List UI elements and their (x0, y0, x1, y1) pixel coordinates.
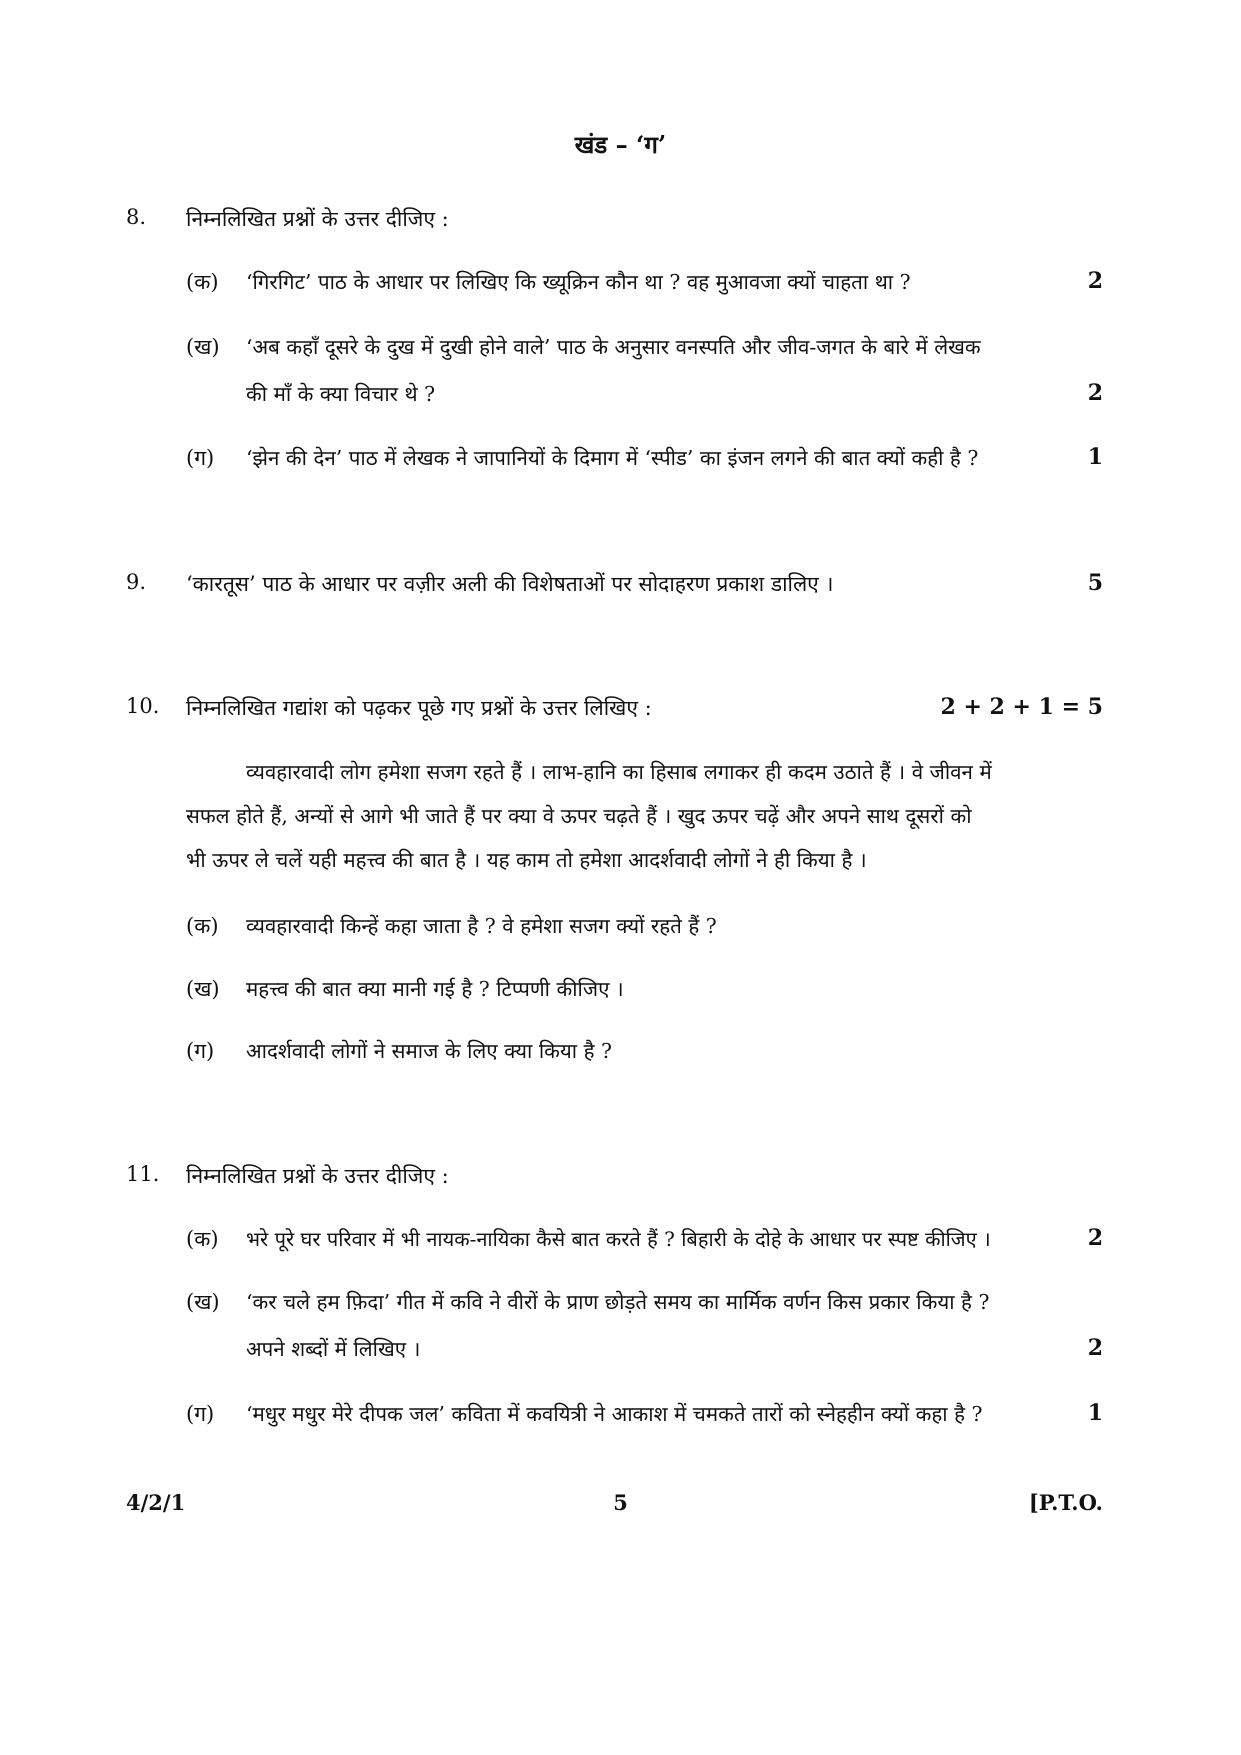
q10-marks: 2 + 2 + 1 = 5 (940, 694, 1103, 720)
q8-b-label: (ख) (186, 335, 220, 359)
q11-b-text-line1: ‘कर चले हम फ़िदा’ गीत में कवि ने वीरों के प्राण छोड़ते समय का मार्मिक वर्णन किस प्रकार किया है ? (246, 1290, 990, 1314)
section-title: खंड – ‘ग’ (574, 130, 667, 159)
q8-b-text-line1: ‘अब कहाँ दूसरे के दुख में दुखी होने वाले’ पाठ के अनुसार वनस्पति और जीव-जगत के बारे में लेखक (246, 335, 981, 359)
q8-a-text: ‘गिरगिट’ पाठ के आधार पर लिखिए कि ख्यूक्रिन कौन था ? वह मुआवजा क्यों चाहता था ? (246, 270, 911, 294)
q10-c-text: आदर्शवादी लोगों ने समाज के लिए क्या किया है ? (246, 1039, 612, 1063)
q11-b-text-line2: अपने शब्दों में लिखिए । (246, 1337, 421, 1361)
q11-a-marks: 2 (1087, 1225, 1103, 1251)
q11-b-marks: 2 (1087, 1335, 1103, 1361)
q8-b-marks: 2 (1087, 380, 1103, 406)
page-number: 5 (613, 1490, 628, 1515)
q11-a-text: भरे पूरे घर परिवार में भी नायक-नायिका कैसे बात करते हैं ? बिहारी के दोहे के आधार पर स्पष्ट कीजिए । (246, 1227, 991, 1251)
q10-c-label: (ग) (186, 1039, 215, 1063)
q8-number: 8. (126, 205, 147, 229)
q11-number: 11. (126, 1162, 160, 1186)
q11-a-label: (क) (186, 1227, 219, 1251)
q11-c-marks: 1 (1087, 1400, 1103, 1426)
q10-b-label: (ख) (186, 977, 220, 1001)
q8-c-label: (ग) (186, 446, 215, 470)
q8-a-label: (क) (186, 270, 219, 294)
pto-label: [P.T.O. (1028, 1490, 1103, 1515)
q10-a-text: व्यवहारवादी किन्हें कहा जाता है ? वे हमेशा सजग क्यों रहते हैं ? (246, 914, 717, 938)
q9-marks: 5 (1087, 570, 1103, 596)
q8-a-marks: 2 (1087, 268, 1103, 294)
q11-text: निम्नलिखित प्रश्नों के उत्तर दीजिए : (186, 1164, 449, 1188)
q8-b-text-line2: की माँ के क्या विचार थे ? (246, 382, 436, 406)
passage-line: व्यवहारवादी लोग हमेशा सजग रहते हैं । लाभ-हानि का हिसाब लगाकर ही कदम उठाते हैं । वे जीवन में (246, 760, 992, 784)
q9-number: 9. (126, 570, 147, 594)
q11-c-label: (ग) (186, 1402, 215, 1426)
q10-number: 10. (126, 694, 160, 718)
q10-b-text: महत्त्व की बात क्या मानी गई है ? टिप्पणी कीजिए । (246, 977, 624, 1001)
passage-line: भी ऊपर ले चलें यही महत्त्व की बात है । यह काम तो हमेशा आदर्शवादी लोगों ने ही किया है । (186, 848, 867, 872)
q10-passage (186, 750, 1092, 882)
q8-c-marks: 1 (1087, 444, 1103, 470)
q8-c-text: ‘झेन की देन’ पाठ में लेखक ने जापानियों के दिमाग में ‘स्पीड’ का इंजन लगने की बात क्यों कही है ? (246, 446, 979, 470)
q11-b-label: (ख) (186, 1290, 220, 1314)
q10-text: निम्नलिखित गद्यांश को पढ़कर पूछे गए प्रश्नों के उत्तर लिखिए : (186, 696, 652, 720)
q10-a-label: (क) (186, 914, 219, 938)
q8-text: निम्नलिखित प्रश्नों के उत्तर दीजिए : (186, 207, 449, 231)
passage-line: सफल होते हैं, अन्यों से आगे भी जाते हैं पर क्या वे ऊपर चढ़ते हैं । खुद ऊपर चढ़ें और अपने साथ दूसरों को (186, 804, 972, 828)
q9-text: ‘कारतूस’ पाठ के आधार पर वज़ीर अली की विशेषताओं पर सोदाहरण प्रकाश डालिए । (186, 572, 834, 596)
q11-c-text: ‘मधुर मधुर मेरे दीपक जल’ कविता में कवयित्री ने आकाश में चमकते तारों को स्नेहहीन क्यों कहा है ? (246, 1402, 983, 1426)
paper-code: 4/2/1 (126, 1490, 186, 1515)
